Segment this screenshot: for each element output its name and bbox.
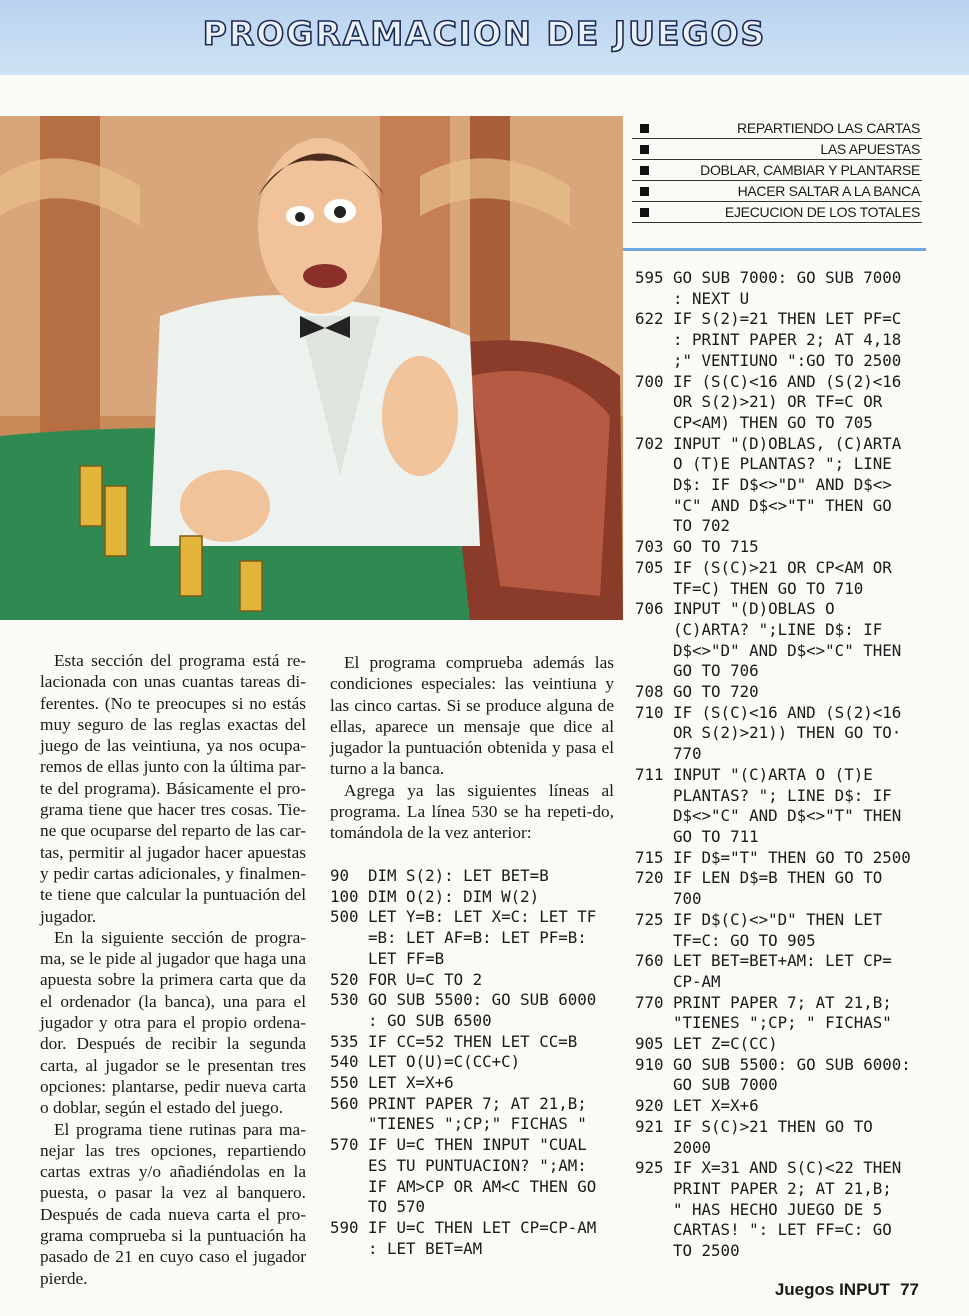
line-number [635, 475, 673, 496]
code-text: IF X=31 AND S(C)<22 THEN [673, 1158, 902, 1178]
line-number: 708 [635, 682, 664, 702]
line-number: 920 [635, 1096, 664, 1116]
line-number: 770 [635, 992, 664, 1012]
code-line [330, 866, 596, 887]
line-number [635, 1138, 673, 1159]
code-line [635, 268, 911, 289]
code-line [330, 1197, 596, 1218]
code-line [635, 1096, 911, 1117]
code-line [330, 1156, 596, 1177]
code-text: PRINT PAPER 2; AT 21,B; [673, 1178, 892, 1198]
body-text-column-1 [40, 650, 306, 1289]
line-number [330, 928, 368, 949]
code-text: "TIENES ";CP; " FICHAS" [673, 1013, 892, 1033]
code-line [635, 1138, 911, 1159]
line-number: 540 [330, 1052, 359, 1072]
line-number [330, 949, 368, 970]
code-text: 700 [673, 889, 702, 909]
code-text: TO 570 [368, 1197, 426, 1217]
code-text: IF LEN D$=B THEN GO TO [673, 868, 883, 888]
line-number [635, 931, 673, 952]
line-number: 725 [635, 909, 664, 929]
code-text: LET BET=BET+AM: LET CP= [673, 951, 892, 971]
topics-list [632, 118, 922, 223]
code-text: LET FF=B [368, 948, 445, 968]
code-text: INPUT "(D)OBLAS O [673, 599, 835, 619]
topic-item: EJECUCION DE LOS TOTALES [632, 202, 922, 223]
line-number: 100 [330, 886, 359, 906]
code-text: FOR U=C TO 2 [368, 969, 483, 989]
line-number [635, 1241, 673, 1262]
casino-illustration [0, 116, 623, 620]
line-number [635, 889, 673, 910]
line-number [635, 786, 673, 807]
line-number [635, 806, 673, 827]
code-line [330, 1073, 596, 1094]
code-line [635, 1055, 911, 1076]
code-line [635, 537, 911, 558]
line-number [635, 641, 673, 662]
line-number: 520 [330, 969, 359, 989]
code-text: GO SUB 7000 [673, 1075, 778, 1095]
code-line [635, 289, 911, 310]
page-header [0, 0, 969, 75]
line-number [635, 661, 673, 682]
code-text: LET X=X+6 [368, 1073, 454, 1093]
code-line [635, 1013, 911, 1034]
code-text: GO TO 706 [673, 661, 759, 681]
line-number: 711 [635, 764, 664, 784]
code-text: 2000 [673, 1137, 712, 1157]
line-number [330, 1114, 368, 1135]
line-number: 570 [330, 1135, 359, 1155]
code-line [635, 848, 911, 869]
code-line [635, 1179, 911, 1200]
code-text: TO 702 [673, 516, 731, 536]
code-text: IF AM>CP OR AM<C THEN GO [368, 1176, 597, 1196]
line-number [635, 620, 673, 641]
code-line [635, 1241, 911, 1262]
code-text: 770 [673, 744, 702, 764]
code-text: PRINT PAPER 7; AT 21,B; [368, 1093, 587, 1113]
code-text: OR S(2)>21) OR TF=C OR [673, 392, 883, 412]
code-line [635, 330, 911, 351]
code-line [635, 496, 911, 517]
code-text: TF=C: GO TO 905 [673, 930, 816, 950]
line-number [635, 351, 673, 372]
line-number [635, 413, 673, 434]
code-text: IF D$(C)<>"D" THEN LET [673, 909, 883, 929]
bullet-icon [640, 208, 649, 217]
line-number [635, 1013, 673, 1034]
topic-item: LAS APUESTAS [632, 139, 922, 160]
code-text: : PRINT PAPER 2; AT 4,18 [673, 330, 902, 350]
code-line [330, 1239, 596, 1260]
code-line [635, 1117, 911, 1138]
code-line [635, 516, 911, 537]
code-text: LET Y=B: LET X=C: LET TF [368, 907, 597, 927]
bullet-icon [640, 166, 649, 175]
line-number [635, 744, 673, 765]
line-number: 705 [635, 557, 664, 577]
code-line [330, 1218, 596, 1239]
code-line [330, 990, 596, 1011]
line-number [635, 516, 673, 537]
code-line [635, 641, 911, 662]
line-number: 530 [330, 990, 359, 1010]
code-line [635, 475, 911, 496]
line-number: 710 [635, 702, 664, 722]
code-text: D$: IF D$<>"D" AND D$<> [673, 475, 892, 495]
code-line [330, 1011, 596, 1032]
code-line [330, 1094, 596, 1115]
code-line [330, 1052, 596, 1073]
line-number: 700 [635, 371, 664, 391]
code-line [330, 949, 596, 970]
line-number: 720 [635, 868, 664, 888]
line-number: 706 [635, 599, 664, 619]
code-line [330, 907, 596, 928]
code-text: IF D$="T" THEN GO TO 2500 [673, 847, 911, 867]
code-line [635, 372, 911, 393]
line-number [330, 1011, 368, 1032]
line-number: 703 [635, 537, 664, 557]
code-text: IF (S(C)<16 AND (S(2)<16 [673, 702, 902, 722]
code-line [635, 1075, 911, 1096]
page-number: 77 [900, 1280, 919, 1299]
code-text: "C" AND D$<>"T" THEN GO [673, 495, 892, 515]
line-number: 622 [635, 309, 664, 329]
code-text: =B: LET AF=B: LET PF=B: [368, 928, 587, 948]
code-text: IF S(C)>21 THEN GO TO [673, 1116, 873, 1136]
page-footer [765, 1280, 919, 1300]
paragraph: El programa tiene rutinas para ma-nejar las tres opciones, repartiendo cartas extras y/o añadiéndolas en la puesta, o pasar la vez al banquero. Después de cada nueva carta el pro-grama comprueba si la puntuación ha pasado de 21 en cuyo caso el jugador pierde. [40, 1119, 306, 1288]
paragraph: El programa comprueba además las condiciones especiales: las veintiuna y las cinco cartas. Si se produce alguna de ellas, aparece un mensaje que dice al jugador la puntuación obtenida y pasa el turno a la banca. [330, 653, 614, 779]
code-text: LET O(U)=C(CC+C) [368, 1052, 521, 1072]
code-text: O (T)E PLANTAS? "; LINE [673, 454, 892, 474]
code-line [635, 786, 911, 807]
code-text: : LET BET=AM [368, 1238, 483, 1258]
line-number [330, 1239, 368, 1260]
code-text: PLANTAS? "; LINE D$: IF [673, 785, 892, 805]
line-number [635, 330, 673, 351]
code-line [635, 1220, 911, 1241]
code-line [635, 868, 911, 889]
code-text: ;" VENTIUNO ":GO TO 2500 [673, 350, 902, 370]
code-line [635, 661, 911, 682]
line-number [635, 827, 673, 848]
code-text: OR S(2)>21)) THEN GO TO· [673, 723, 902, 743]
code-line [635, 993, 911, 1014]
code-text: PRINT PAPER 7; AT 21,B; [673, 992, 892, 1012]
code-line [635, 1158, 911, 1179]
code-line [635, 827, 911, 848]
code-text: D$<>"D" AND D$<>"C" THEN [673, 640, 902, 660]
code-line [635, 454, 911, 475]
line-number [635, 392, 673, 413]
code-text: IF CC=52 THEN LET CC=B [368, 1031, 578, 1051]
bullet-icon [640, 124, 649, 133]
line-number: 715 [635, 847, 664, 867]
code-line [635, 951, 911, 972]
code-line [635, 392, 911, 413]
code-line [635, 620, 911, 641]
topic-item: HACER SALTAR A LA BANCA [632, 181, 922, 202]
line-number [330, 1177, 368, 1198]
code-text: INPUT "(D)OBLAS, (C)ARTA [673, 433, 902, 453]
line-number: 590 [330, 1217, 359, 1237]
code-text: TF=C) THEN GO TO 710 [673, 578, 864, 598]
code-text: INPUT "(C)ARTA O (T)E [673, 764, 873, 784]
code-text: (C)ARTA? ";LINE D$: IF [673, 619, 883, 639]
code-text: IF U=C THEN INPUT "CUAL [368, 1135, 587, 1155]
code-line [330, 1177, 596, 1198]
code-listing-column-3 [635, 268, 911, 1262]
code-line [635, 972, 911, 993]
code-line [635, 351, 911, 372]
code-text: IF (S(C)<16 AND (S(2)<16 [673, 371, 902, 391]
code-text: LET X=X+6 [673, 1096, 759, 1116]
line-number: 905 [635, 1034, 664, 1054]
code-text: IF S(2)=21 THEN LET PF=C [673, 309, 902, 329]
code-text: GO TO 711 [673, 826, 759, 846]
line-number: 760 [635, 951, 664, 971]
code-text: CP<AM) THEN GO TO 705 [673, 412, 873, 432]
code-text: D$<>"C" AND D$<>"T" THEN [673, 806, 902, 826]
line-number: 560 [330, 1093, 359, 1113]
code-text: DIM S(2): LET BET=B [368, 866, 549, 885]
code-text: LET Z=C(CC) [673, 1034, 778, 1054]
line-number [330, 1197, 368, 1218]
code-text: GO SUB 7000: GO SUB 7000 [673, 268, 902, 287]
code-listing-column-2 [330, 866, 596, 1259]
line-number: 550 [330, 1073, 359, 1093]
bullet-icon [640, 145, 649, 154]
code-line [635, 889, 911, 910]
code-line [635, 558, 911, 579]
body-text-column-2 [330, 652, 614, 844]
code-line [635, 579, 911, 600]
code-line [330, 928, 596, 949]
line-number: 535 [330, 1031, 359, 1051]
code-text: : NEXT U [673, 288, 750, 308]
line-number: 910 [635, 1054, 664, 1074]
code-line [635, 413, 911, 434]
line-number: 925 [635, 1158, 664, 1178]
code-line [635, 931, 911, 952]
code-text: IF U=C THEN LET CP=CP-AM [368, 1217, 597, 1237]
line-number: 702 [635, 433, 664, 453]
code-line [635, 434, 911, 455]
code-line [330, 1135, 596, 1156]
code-text: " HAS HECHO JUEGO DE 5 [673, 1199, 883, 1219]
code-line [330, 887, 596, 908]
line-number [635, 1179, 673, 1200]
code-text: "TIENES ";CP;" FICHAS " [368, 1114, 587, 1134]
paragraph: Esta sección del programa está re-lacionada con unas cuantas tareas di-ferentes. (No te preocupes si no estás muy seguro de las reglas exactas del juego de las veintiuna, ya nos ocupa-remos de ellas junto con la última par-te del programa). Básicamente el pro-grama tiene que hacer tres cosas. Tie-ne que ocuparse del reparto de las car-tas, permitir al jugador hacer apuestas y pedir cartas adicionales, y finalmen-te tiene que calcular la puntuación del jugador. [40, 651, 306, 926]
code-text: GO SUB 5500: GO SUB 6000: [673, 1054, 911, 1074]
code-line [635, 1200, 911, 1221]
code-text: CARTAS! ": LET FF=C: GO [673, 1220, 892, 1240]
code-line [635, 599, 911, 620]
code-line [635, 910, 911, 931]
code-line [330, 1114, 596, 1135]
code-line [330, 970, 596, 991]
line-number [635, 1075, 673, 1096]
code-text: TO 2500 [673, 1241, 740, 1261]
line-number [635, 1220, 673, 1241]
line-number: 595 [635, 268, 664, 287]
code-line [635, 723, 911, 744]
code-text: IF (S(C)>21 OR CP<AM OR [673, 557, 892, 577]
code-line [635, 806, 911, 827]
code-line [635, 703, 911, 724]
paragraph: Agrega ya las siguientes líneas al programa. La línea 530 se ha repeti-do, tomándola de la vez anterior: [330, 780, 614, 843]
line-number [635, 723, 673, 744]
line-number: 921 [635, 1116, 664, 1136]
line-number [635, 454, 673, 475]
code-line [635, 1034, 911, 1055]
page-title: PROGRAMACION DE JUEGOS [202, 14, 767, 53]
code-text: DIM O(2): DIM W(2) [368, 886, 540, 906]
topic-item: DOBLAR, CAMBIAR Y PLANTARSE [632, 160, 922, 181]
code-line [635, 309, 911, 330]
code-line [330, 1032, 596, 1053]
paragraph: En la siguiente sección de progra-ma, se le pide al jugador que haga una apuesta sobre la primera carta que da el ordenador (la banca), una para el jugador y otra para el propio ordena-dor. Después de recibir la segunda carta, al jugador se le presentan tres opciones: plantarse, pedir nueva carta o doblar, según el estado del juego. [40, 927, 306, 1118]
line-number: 90 [330, 866, 350, 885]
code-line [635, 682, 911, 703]
line-number [635, 579, 673, 600]
code-text: GO TO 720 [673, 682, 759, 702]
code-line [635, 765, 911, 786]
footer-section: Juegos INPUT [774, 1280, 891, 1299]
code-text: GO TO 715 [673, 537, 759, 557]
line-number [635, 972, 673, 993]
topic-item: REPARTIENDO LAS CARTAS [632, 118, 922, 139]
divider [623, 248, 926, 251]
code-text: CP-AM [673, 971, 721, 991]
code-line [635, 744, 911, 765]
bullet-icon [640, 187, 649, 196]
code-text: GO SUB 5500: GO SUB 6000 [368, 990, 597, 1010]
line-number: 500 [330, 907, 359, 927]
line-number [330, 1156, 368, 1177]
line-number [635, 289, 673, 310]
code-text: ES TU PUNTUACION? ";AM: [368, 1155, 587, 1175]
code-text: : GO SUB 6500 [368, 1010, 492, 1030]
line-number [635, 1200, 673, 1221]
line-number [635, 496, 673, 517]
